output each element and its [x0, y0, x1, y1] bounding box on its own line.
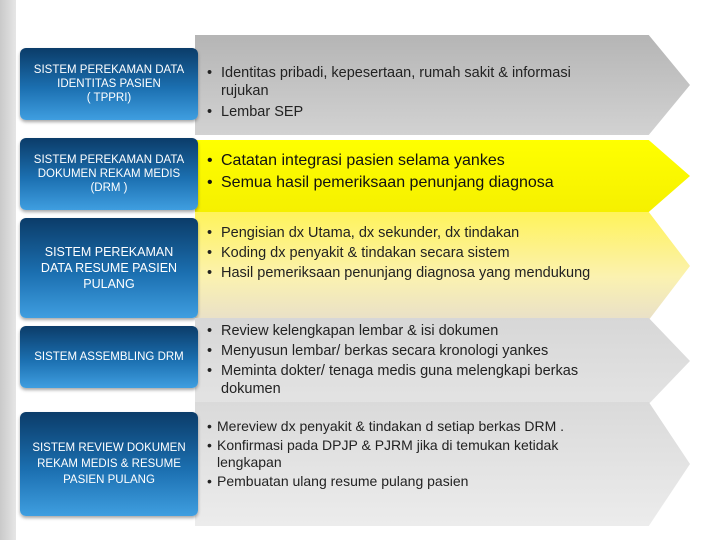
bullet-list-4	[207, 322, 627, 398]
list-item: • Semua hasil pemeriksaan penunjang diagnosa	[207, 174, 554, 191]
list-item: • Koding dx penyakit & tindakan secara sistem	[207, 245, 510, 261]
list-item: • Identitas pribadi, kepesertaan, rumah sakit & informasi rujukan	[207, 65, 571, 99]
bullet-list-2	[207, 150, 637, 194]
list-item: • Konfirmasi pada DPJP & PJRM jika di temukan ketidak lengkapan	[207, 437, 559, 470]
left-decorative-strip	[0, 0, 16, 540]
list-item: • Mereview dx penyakit & tindakan d setiap berkas DRM .	[207, 418, 565, 434]
list-item: • Pembuatan ulang resume pulang pasien	[207, 473, 469, 489]
box-label: SISTEM REVIEW DOKUMEN REKAM MEDIS & RESUME PASIEN PULANG	[32, 442, 186, 486]
box-assembling-drm	[20, 326, 198, 388]
list-item: • Menyusun lembar/ berkas secara kronologi yankes	[207, 343, 549, 359]
box-label: SISTEM ASSEMBLING DRM	[34, 351, 184, 363]
box-review-dokumen	[20, 412, 198, 516]
box-label: SISTEM PEREKAMAN DATA DOKUMEN REKAM MEDIS (DRM )	[33, 154, 185, 194]
list-item: • Meminta dokter/ tenaga medis guna melengkapi berkas dokumen	[207, 363, 579, 397]
box-label: SISTEM PEREKAMAN DATA IDENTITAS PASIEN ( TPPRI)	[33, 64, 185, 104]
list-item: • Catatan integrasi pasien selama yankes	[207, 152, 505, 169]
box-identitas-pasien	[20, 48, 198, 120]
bullet-list-5	[207, 418, 607, 490]
list-item: • Hasil pemeriksaan penunjang diagnosa yang mendukung	[207, 265, 591, 281]
list-item: • Review kelengkapan lembar & isi dokumen	[207, 323, 499, 339]
list-item: • Pengisian dx Utama, dx sekunder, dx tindakan	[207, 225, 520, 241]
box-resume-pasien	[20, 218, 198, 318]
bullet-list-3	[207, 224, 647, 282]
bullet-list-1	[207, 64, 617, 121]
box-dokumen-rekam-medis	[20, 138, 198, 210]
list-item: • Lembar SEP	[207, 104, 304, 120]
box-label: SISTEM PEREKAMAN DATA RESUME PASIEN PULANG	[40, 245, 178, 291]
